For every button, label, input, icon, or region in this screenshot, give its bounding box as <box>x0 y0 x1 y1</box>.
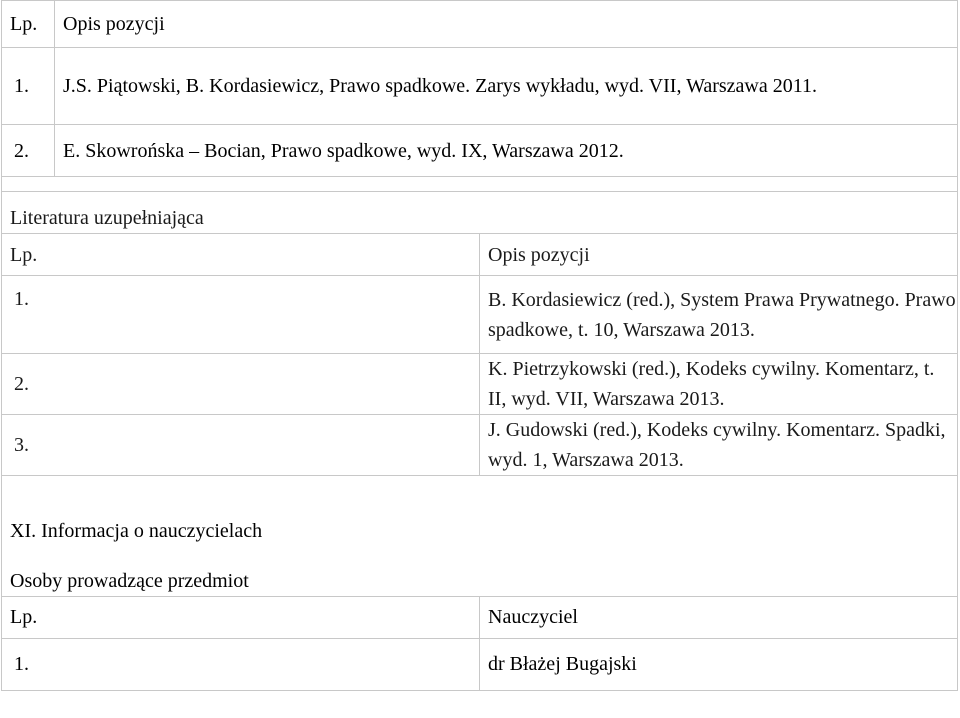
description-header: Opis pozycji <box>55 1 958 48</box>
teachers-table <box>1 476 958 691</box>
teachers-subtitle: Osoby prowadzące przedmiot <box>2 546 958 596</box>
table-row <box>2 415 958 476</box>
row-number: 3. <box>2 415 480 476</box>
teacher-name: dr Błażej Bugajski <box>480 638 958 690</box>
lp-header: Lp. <box>2 596 480 638</box>
row-description: J.S. Piątowski, B. Kordasiewicz, Prawo spadkowe. Zarys wykładu, wyd. VII, Warszawa 2011. <box>55 48 958 125</box>
description-header: Opis pozycji <box>480 234 958 276</box>
row-description: K. Pietrzykowski (red.), Kodeks cywilny. Komentarz, t. II, wyd. VII, Warszawa 2013. <box>480 354 958 415</box>
main-literature-table <box>1 0 958 177</box>
table-header-row <box>2 234 958 276</box>
row-number: 2. <box>2 125 55 177</box>
table-header-row <box>2 1 958 48</box>
lp-header: Lp. <box>2 1 55 48</box>
row-description: B. Kordasiewicz (red.), System Prawa Prywatnego. Prawo spadkowe, t. 10, Warszawa 2013. <box>480 276 958 354</box>
table-row <box>2 125 958 177</box>
subtitle-row <box>2 546 958 596</box>
table-row <box>2 48 958 125</box>
row-number: 2. <box>2 354 480 415</box>
row-number: 1. <box>2 276 480 354</box>
section-title-row <box>2 192 958 234</box>
table-header-row <box>2 596 958 638</box>
table-row <box>2 276 958 354</box>
spacer <box>1 177 958 191</box>
lp-header: Lp. <box>2 234 480 276</box>
teachers-section-title: XI. Informacja o nauczycielach <box>2 476 958 546</box>
table-row <box>2 354 958 415</box>
row-number: 1. <box>2 638 480 690</box>
table-row <box>2 638 958 690</box>
supplementary-title: Literatura uzupełniająca <box>2 192 958 234</box>
row-description: J. Gudowski (red.), Kodeks cywilny. Komentarz. Spadki, wyd. 1, Warszawa 2013. <box>480 415 958 476</box>
row-description: E. Skowrońska – Bocian, Prawo spadkowe, wyd. IX, Warszawa 2012. <box>55 125 958 177</box>
supplementary-literature-table <box>1 191 958 476</box>
section-title-row <box>2 476 958 546</box>
teacher-header: Nauczyciel <box>480 596 958 638</box>
row-number: 1. <box>2 48 55 125</box>
